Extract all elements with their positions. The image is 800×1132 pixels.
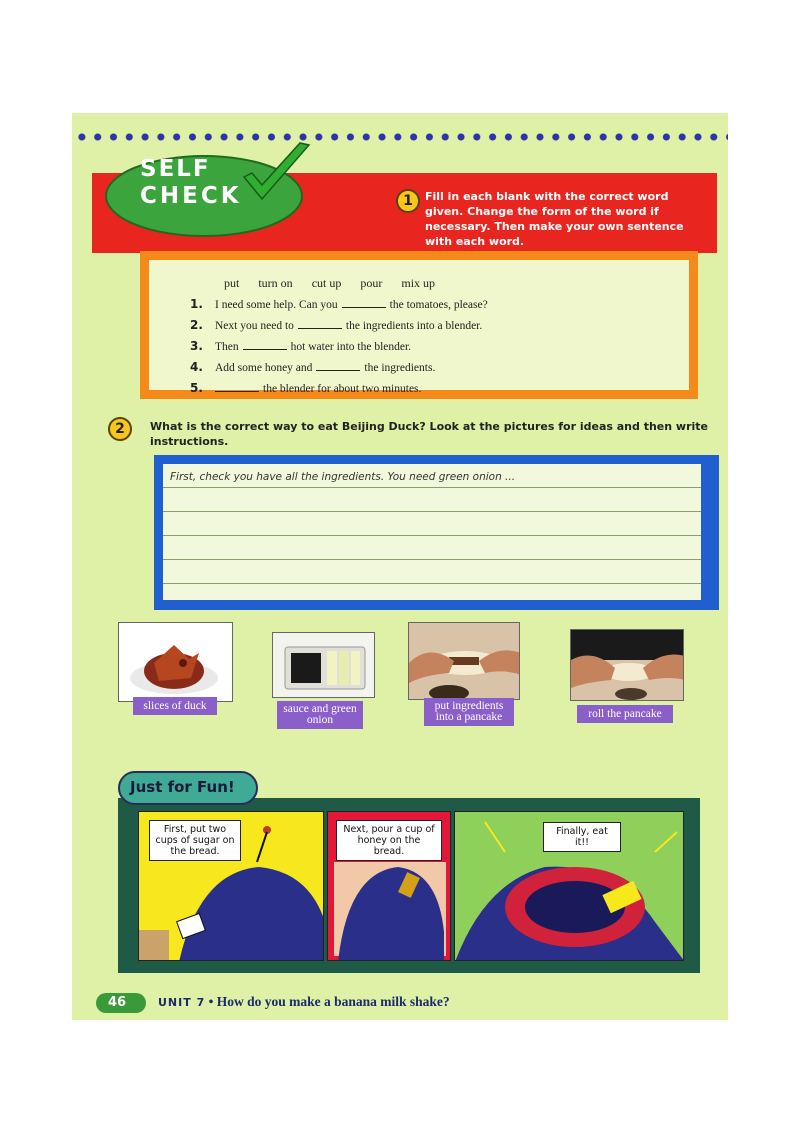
- word-bank: [224, 276, 451, 291]
- unit-title: How do you make a banana milk shake?: [216, 994, 450, 1009]
- footer-separator: •: [208, 994, 214, 1009]
- answer-blank[interactable]: [243, 349, 287, 350]
- sauce-onion-image: [273, 633, 375, 698]
- caption-put-ingredients-into-pancake: put ingredients into a pancake: [424, 698, 514, 726]
- photo-duck-slices: [118, 622, 233, 702]
- question-text-after: the ingredients into a blender.: [345, 320, 483, 332]
- question-number: 1.: [190, 297, 203, 311]
- word-bank-item: turn on: [258, 276, 293, 290]
- speech-bubble-2: Next, pour a cup of honey on the bread.: [336, 820, 442, 861]
- unit-label: UNIT 7: [158, 996, 206, 1009]
- caption-slices-of-duck: slices of duck: [133, 697, 217, 715]
- word-bank-item: put: [224, 276, 240, 290]
- speech-bubble-1: First, put two cups of sugar on the bread.: [149, 820, 241, 861]
- word-bank-item: cut up: [311, 276, 342, 290]
- question-text-before: Next you need to: [215, 320, 294, 332]
- question-text-after: the ingredients.: [364, 362, 436, 374]
- question-number: 4.: [190, 360, 203, 374]
- answer-blank[interactable]: [215, 391, 259, 392]
- answer-blank[interactable]: [342, 307, 386, 308]
- textbook-page: [72, 113, 728, 1020]
- photo-roll-pancake: [570, 629, 684, 701]
- question-number: 3.: [190, 339, 203, 353]
- logo-line-2: CHECK: [140, 183, 242, 209]
- comic-panel-1: [138, 811, 324, 961]
- page-number: 46: [108, 995, 127, 1010]
- section-2-instruction: What is the correct way to eat Beijing Duck? Look at the pictures for ideas and then write instructions.: [150, 420, 708, 448]
- question-5: [190, 381, 421, 395]
- question-number: 5.: [190, 381, 203, 395]
- roll-pancake-image: [571, 630, 684, 701]
- word-bank-item: mix up: [401, 276, 436, 290]
- question-text-after: the tomatoes, please?: [389, 299, 488, 311]
- sample-answer-line: First, check you have all the ingredients. You need green onion ...: [170, 471, 516, 483]
- photo-sauce-onion: [272, 632, 375, 698]
- section-1-badge: 1: [396, 189, 420, 213]
- question-text-before: Then: [215, 341, 239, 353]
- question-text-before: I need some help. Can you: [215, 299, 338, 311]
- logo-line-1: SELF: [140, 156, 211, 182]
- answer-blank[interactable]: [316, 370, 360, 371]
- comic-panel-3: [454, 811, 684, 961]
- question-4: [190, 360, 435, 374]
- section-2-badge: 2: [108, 417, 132, 441]
- fill-pancake-image: [409, 623, 520, 700]
- caption-sauce-and-green-onion: sauce and green onion: [277, 701, 363, 729]
- question-3: [190, 339, 411, 353]
- question-number: 2.: [190, 318, 203, 332]
- question-text-after: the blender for about two minutes.: [263, 383, 422, 395]
- photo-fill-pancake: [408, 622, 520, 700]
- question-2: [190, 318, 482, 332]
- section-1-instruction: Fill in each blank with the correct word given. Change the form of the word if necessary. Then make your own sentence with each word.: [425, 190, 684, 248]
- speech-bubble-3: Finally, eat it!!: [543, 822, 621, 852]
- question-1: [190, 297, 488, 311]
- question-text-before: Add some honey and: [215, 362, 313, 374]
- duck-slices-image: [119, 623, 233, 702]
- answer-blank[interactable]: [298, 328, 342, 329]
- writing-area[interactable]: [163, 464, 701, 600]
- self-check-title: [140, 156, 242, 210]
- question-text-after: hot water into the blender.: [290, 341, 412, 353]
- word-bank-item: pour: [360, 276, 383, 290]
- comic-panel-2: [327, 811, 451, 961]
- running-footer: [158, 994, 450, 1010]
- just-for-fun-title: Just for Fun!: [130, 778, 235, 796]
- caption-roll-the-pancake: roll the pancake: [577, 705, 673, 723]
